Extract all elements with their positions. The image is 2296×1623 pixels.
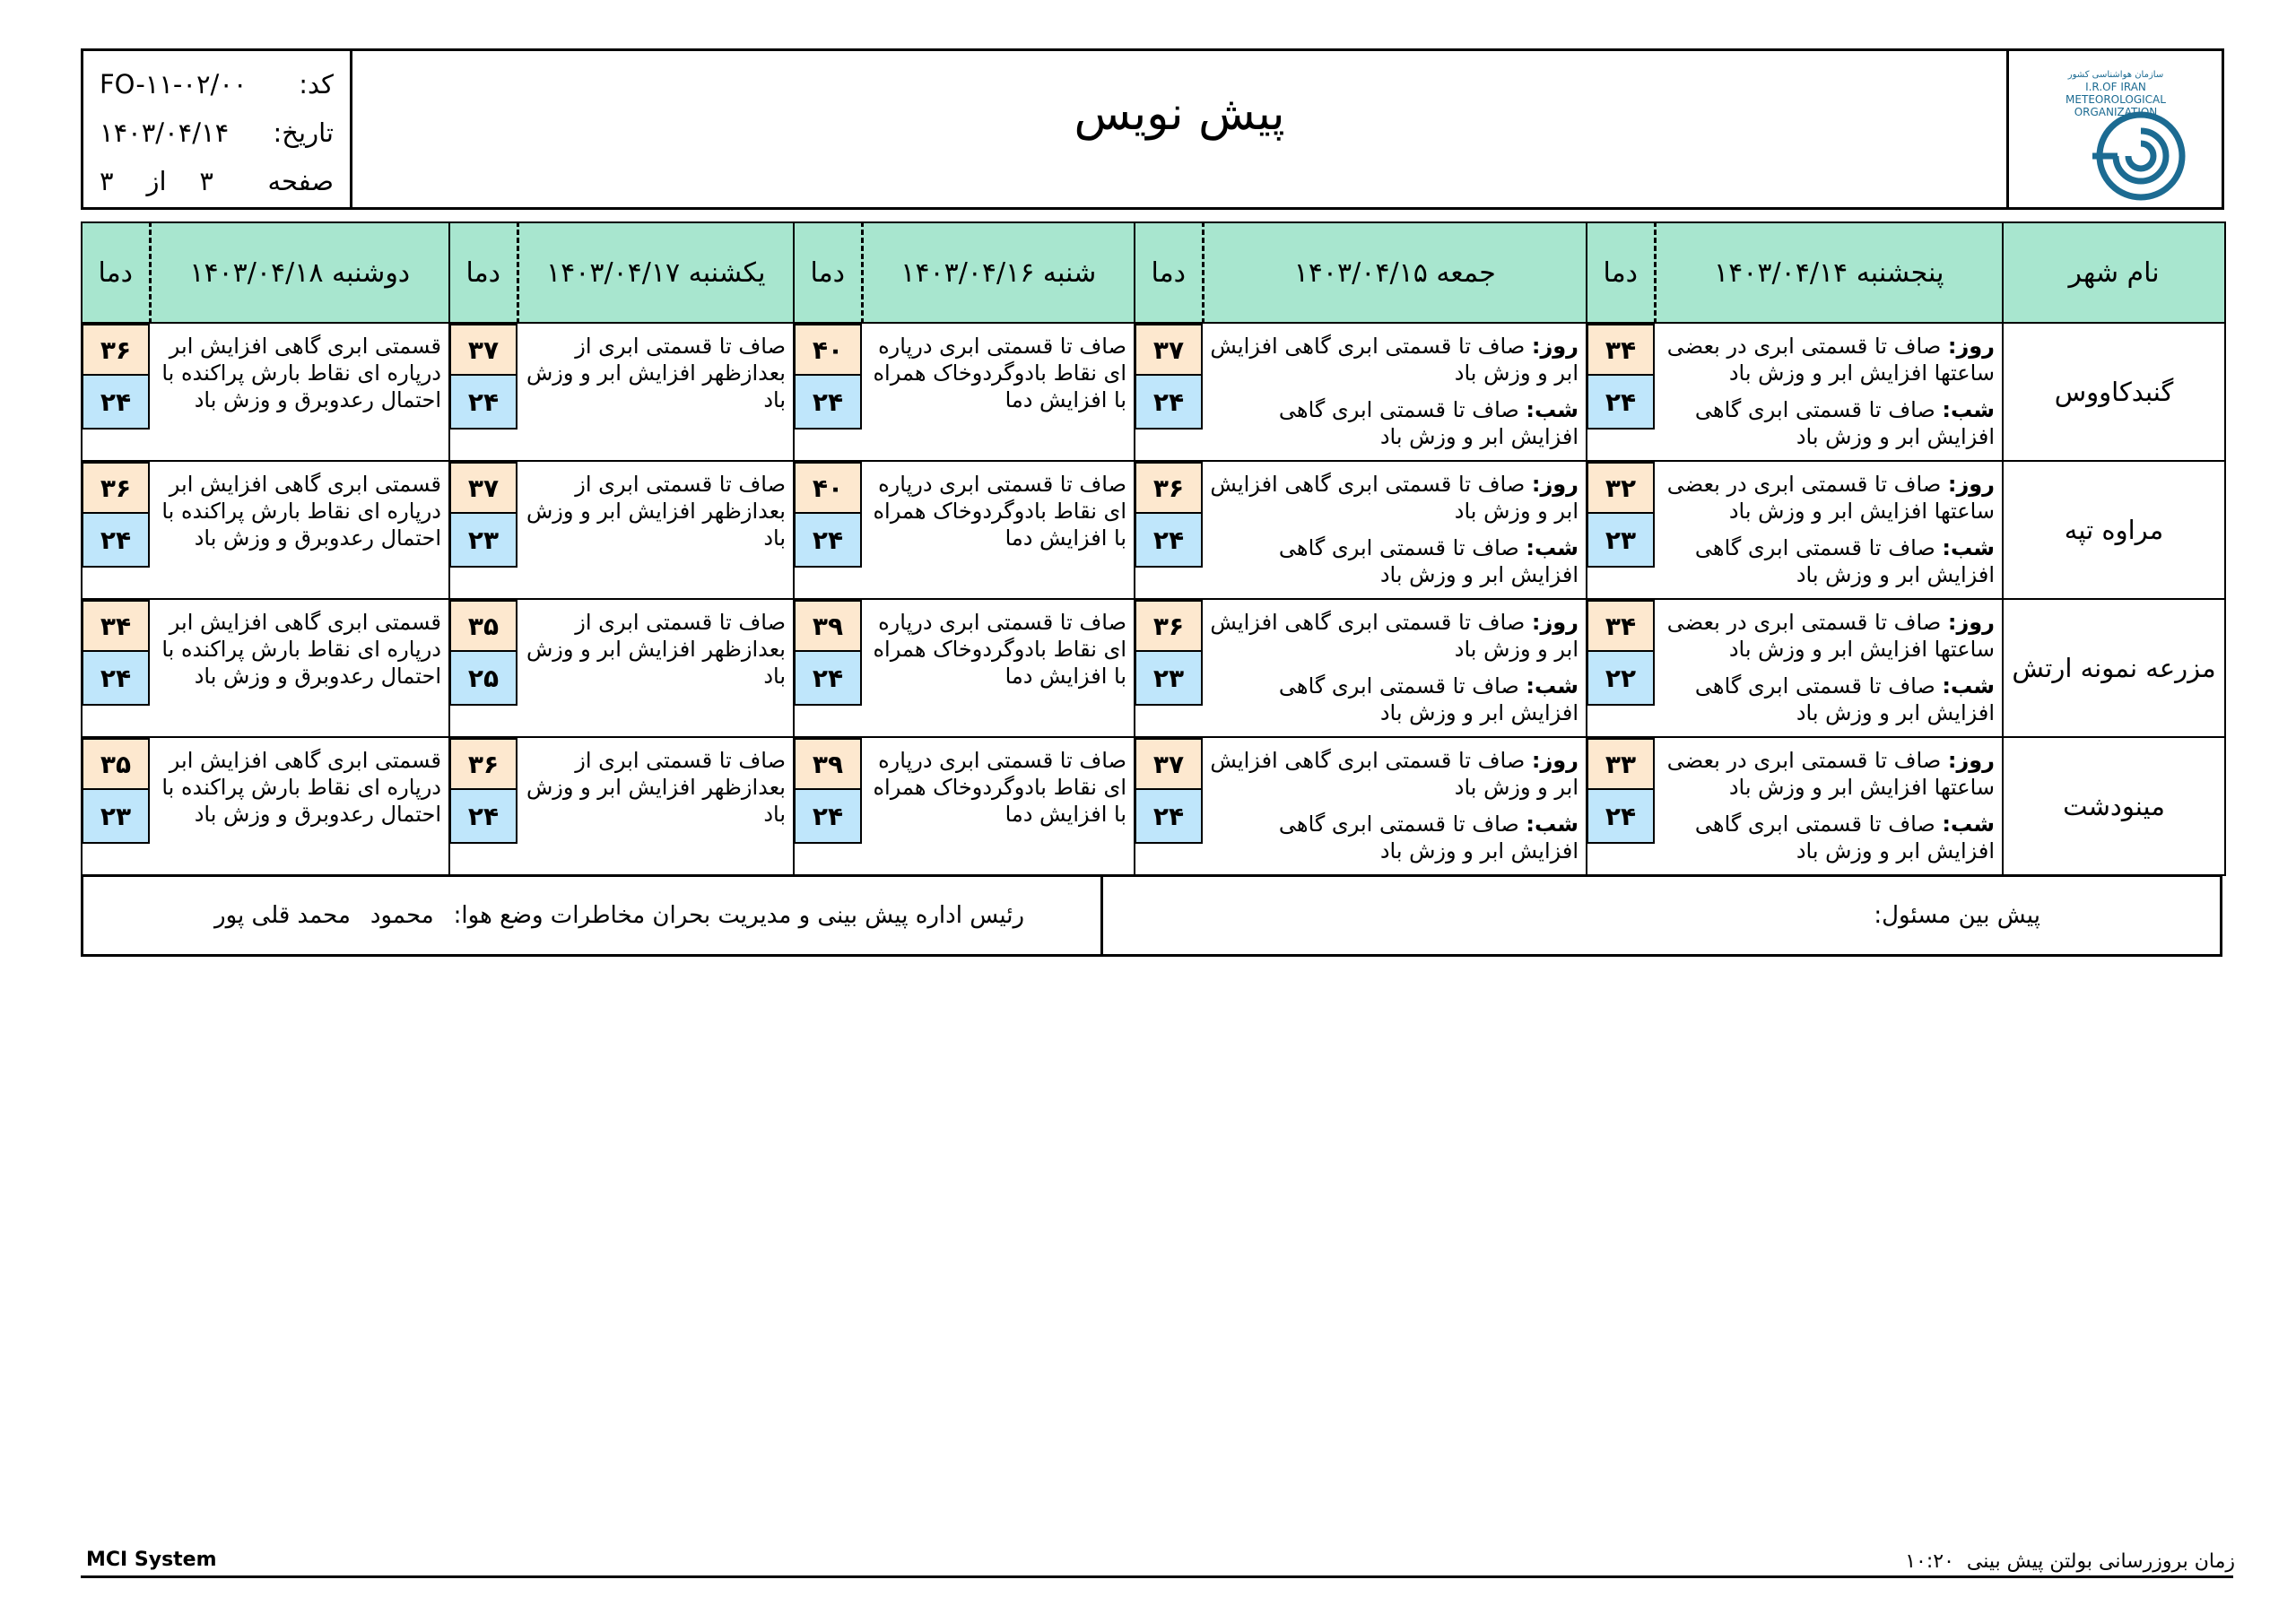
forecast-text: صاف تا قسمتی ابری از بعدازظهر افزایش ابر و وزش باد [517, 323, 794, 461]
system-name: MCI System [86, 1549, 217, 1571]
max-temp: ۳۹ [794, 738, 862, 790]
min-temp: ۲۴ [794, 652, 862, 706]
temp-cell [1135, 737, 1203, 875]
temp-column-header: دما [449, 222, 517, 323]
city-column-header: نام شهر [2003, 222, 2225, 323]
document-meta [83, 51, 352, 207]
temp-column-header: دما [1135, 222, 1203, 323]
temp-column-header: دما [794, 222, 862, 323]
responsible-box [81, 874, 2222, 957]
page-title [352, 51, 2006, 207]
meteorological-organization-logo [2006, 51, 2222, 207]
temp-cell [1587, 461, 1655, 599]
day-label: روز: [1531, 610, 1578, 635]
forecast-text: قسمتی ابری گاهی افزایش ابر درپاره ای نقاط بارش پراکنده با احتمال رعدوبرق و وزش باد [150, 737, 449, 875]
day-forecast-text: صاف تا قسمتی ابری گاهی افزایش ابر و وزش باد [1210, 748, 1578, 800]
temp-column-header: دما [82, 222, 150, 323]
max-temp: ۴۰ [794, 324, 862, 376]
day-label: روز: [1947, 472, 1995, 497]
night-forecast [1660, 673, 1995, 726]
table-row [82, 323, 2225, 461]
city-name: گنبدکاووس [2003, 323, 2225, 461]
min-temp: ۲۴ [449, 790, 517, 844]
city-name: مزرعه نمونه ارتش [2003, 599, 2225, 737]
min-temp: ۲۲ [1587, 652, 1655, 706]
logo-icon [2026, 57, 2205, 201]
min-temp: ۲۴ [82, 514, 150, 568]
table-row [82, 461, 2225, 599]
day-label: روز: [1531, 472, 1578, 497]
max-temp: ۳۶ [449, 738, 517, 790]
day-column-header: جمعه ۱۴۰۳/۰۴/۱۵ [1203, 222, 1587, 323]
temp-cell [794, 737, 862, 875]
date-row [100, 108, 334, 157]
min-temp: ۲۳ [82, 790, 150, 844]
date-value: ۱۴۰۳/۰۴/۱۴ [100, 117, 230, 148]
temp-cell [449, 461, 517, 599]
head-label: رئیس اداره پیش بینی و مدیریت بحران مخاطرات وضع هوا: [453, 902, 1024, 929]
temp-cell [1135, 461, 1203, 599]
page-title-text: پیش نویس [1074, 87, 1285, 141]
temp-cell [82, 737, 150, 875]
temp-cell [1587, 323, 1655, 461]
min-temp: ۲۴ [794, 790, 862, 844]
forecast-text: صاف تا قسمتی ابری درپاره ای نقاط بادوگردوخاک همراه با افزایش دما [862, 461, 1135, 599]
day-forecast-text: صاف تا قسمتی ابری در بعضی ساعتها افزایش ابر و وزش باد [1666, 334, 1995, 386]
min-temp: ۲۳ [449, 514, 517, 568]
min-temp: ۲۴ [449, 376, 517, 430]
min-temp: ۲۴ [1135, 376, 1203, 430]
table-header-row [82, 222, 2225, 323]
logo-text-fa: سازمان هواشناسی کشور [2067, 70, 2163, 80]
night-forecast-text: صاف تا قسمتی ابری گاهی افزایش ابر و وزش باد [1278, 535, 1578, 587]
day-forecast-text: صاف تا قسمتی ابری گاهی افزایش ابر و وزش باد [1210, 334, 1578, 386]
max-temp: ۳۴ [1587, 324, 1655, 376]
min-temp: ۲۴ [1587, 376, 1655, 430]
forecast-text: صاف تا قسمتی ابری درپاره ای نقاط بادوگردوخاک همراه با افزایش دما [862, 323, 1135, 461]
max-temp: ۳۵ [82, 738, 150, 790]
forecast-text: قسمتی ابری گاهی افزایش ابر درپاره ای نقاط بارش پراکنده با احتمال رعدوبرق و وزش باد [150, 599, 449, 737]
day-forecast-text: صاف تا قسمتی ابری گاهی افزایش ابر و وزش باد [1210, 472, 1578, 524]
night-forecast [1208, 534, 1578, 588]
night-forecast [1660, 396, 1995, 450]
date-label: تاریخ: [273, 117, 334, 148]
min-temp: ۲۴ [82, 376, 150, 430]
page-sep: از [146, 166, 167, 196]
min-temp: ۲۳ [1587, 514, 1655, 568]
max-temp: ۳۲ [1587, 462, 1655, 514]
night-label: شب: [1526, 673, 1578, 699]
max-temp: ۳۴ [82, 600, 150, 652]
night-label: شب: [1526, 812, 1578, 837]
day-forecast-text: صاف تا قسمتی ابری در بعضی ساعتها افزایش ابر و وزش باد [1666, 748, 1995, 800]
forecast-text: صاف تا قسمتی ابری از بعدازظهر افزایش ابر و وزش باد [517, 461, 794, 599]
day-column-header: شنبه ۱۴۰۳/۰۴/۱۶ [862, 222, 1135, 323]
head-first-name: محمود [370, 902, 434, 929]
night-forecast [1660, 534, 1995, 588]
forecast-cell [1203, 737, 1587, 875]
max-temp: ۳۷ [449, 324, 517, 376]
temp-cell [82, 461, 150, 599]
temp-cell [449, 599, 517, 737]
min-temp: ۲۵ [449, 652, 517, 706]
forecast-text: صاف تا قسمتی ابری درپاره ای نقاط بادوگردوخاک همراه با افزایش دما [862, 599, 1135, 737]
night-forecast-text: صاف تا قسمتی ابری گاهی افزایش ابر و وزش باد [1278, 673, 1578, 725]
logo-text-en-1: I.R.OF IRAN [2084, 81, 2146, 93]
forecast-text: صاف تا قسمتی ابری از بعدازظهر افزایش ابر و وزش باد [517, 737, 794, 875]
day-column-header: یکشنبه ۱۴۰۳/۰۴/۱۷ [517, 222, 794, 323]
day-forecast [1208, 747, 1578, 801]
day-forecast [1208, 333, 1578, 386]
day-forecast [1208, 471, 1578, 525]
forecast-cell [1655, 461, 2003, 599]
temp-cell [449, 737, 517, 875]
table-row [82, 737, 2225, 875]
min-temp: ۲۴ [794, 376, 862, 430]
forecast-text: قسمتی ابری گاهی افزایش ابر درپاره ای نقاط بارش پراکنده با احتمال رعدوبرق و وزش باد [150, 323, 449, 461]
forecast-cell [1655, 737, 2003, 875]
day-label: روز: [1531, 748, 1578, 773]
night-label: شب: [1942, 812, 1995, 837]
temp-cell [1587, 599, 1655, 737]
day-forecast-text: صاف تا قسمتی ابری در بعضی ساعتها افزایش ابر و وزش باد [1666, 610, 1995, 662]
day-column-header: دوشنبه ۱۴۰۳/۰۴/۱۸ [150, 222, 449, 323]
day-label: روز: [1531, 334, 1578, 359]
day-forecast [1660, 747, 1995, 801]
temp-cell [82, 599, 150, 737]
update-time-value: ۱۰:۲۰ [1905, 1550, 1954, 1573]
temp-cell [794, 323, 862, 461]
forecast-text: صاف تا قسمتی ابری از بعدازظهر افزایش ابر و وزش باد [517, 599, 794, 737]
footer-divider [81, 1575, 2233, 1578]
night-forecast-text: صاف تا قسمتی ابری گاهی افزایش ابر و وزش باد [1694, 535, 1995, 587]
forecast-text: صاف تا قسمتی ابری درپاره ای نقاط بادوگردوخاک همراه با افزایش دما [862, 737, 1135, 875]
night-forecast [1208, 673, 1578, 726]
night-label: شب: [1526, 397, 1578, 422]
forecast-cell [1203, 599, 1587, 737]
table-row [82, 599, 2225, 737]
temp-cell [82, 323, 150, 461]
night-forecast [1208, 396, 1578, 450]
max-temp: ۳۹ [794, 600, 862, 652]
page-row [100, 157, 334, 205]
night-forecast-text: صاف تا قسمتی ابری گاهی افزایش ابر و وزش باد [1694, 673, 1995, 725]
forecast-cell [1655, 323, 2003, 461]
city-name: مراوه تپه [2003, 461, 2225, 599]
max-temp: ۳۷ [1135, 324, 1203, 376]
head-last-name: محمد قلی پور [214, 902, 351, 929]
max-temp: ۳۴ [1587, 600, 1655, 652]
temp-cell [794, 461, 862, 599]
night-label: شب: [1526, 535, 1578, 560]
update-time [1905, 1550, 2235, 1573]
day-forecast [1660, 333, 1995, 386]
temp-cell [449, 323, 517, 461]
temp-column-header: دما [1587, 222, 1655, 323]
day-forecast [1660, 471, 1995, 525]
head-cell [83, 877, 1100, 954]
day-forecast-text: صاف تا قسمتی ابری گاهی افزایش ابر و وزش باد [1210, 610, 1578, 662]
night-forecast-text: صاف تا قسمتی ابری گاهی افزایش ابر و وزش باد [1278, 812, 1578, 864]
max-temp: ۳۷ [449, 462, 517, 514]
night-forecast [1660, 811, 1995, 864]
day-forecast [1660, 609, 1995, 663]
code-value: FO-۱۱-۰۲/۰۰ [100, 69, 248, 100]
night-forecast-text: صاف تا قسمتی ابری گاهی افزایش ابر و وزش باد [1278, 397, 1578, 449]
page-total: ۳ [100, 166, 114, 196]
page-label: صفحه [267, 166, 334, 196]
min-temp: ۲۴ [794, 514, 862, 568]
max-temp: ۳۳ [1587, 738, 1655, 790]
page-value [100, 166, 260, 196]
forecast-table [81, 221, 2226, 876]
forecaster-cell [1100, 877, 2220, 954]
day-column-header: پنجشنبه ۱۴۰۳/۰۴/۱۴ [1655, 222, 2003, 323]
update-time-label: زمان بروزرسانی بولتن پیش بینی [1966, 1550, 2235, 1573]
night-label: شب: [1942, 535, 1995, 560]
min-temp: ۲۴ [1135, 790, 1203, 844]
max-temp: ۳۶ [1135, 462, 1203, 514]
max-temp: ۳۶ [82, 462, 150, 514]
temp-cell [794, 599, 862, 737]
temp-cell [1587, 737, 1655, 875]
forecast-cell [1655, 599, 2003, 737]
document-header [81, 48, 2224, 210]
day-label: روز: [1947, 748, 1995, 773]
day-label: روز: [1947, 334, 1995, 359]
max-temp: ۳۶ [82, 324, 150, 376]
code-row [100, 60, 334, 108]
max-temp: ۳۵ [449, 600, 517, 652]
min-temp: ۲۴ [82, 652, 150, 706]
day-forecast [1208, 609, 1578, 663]
forecast-text: قسمتی ابری گاهی افزایش ابر درپاره ای نقاط بارش پراکنده با احتمال رعدوبرق و وزش باد [150, 461, 449, 599]
night-label: شب: [1942, 397, 1995, 422]
forecast-cell [1203, 323, 1587, 461]
logo-text-en-3: ORGANIZATION [2074, 106, 2157, 118]
day-label: روز: [1947, 610, 1995, 635]
night-label: شب: [1942, 673, 1995, 699]
logo-text-en-2: METEOROLOGICAL [2065, 93, 2166, 106]
min-temp: ۲۳ [1135, 652, 1203, 706]
forecast-cell [1203, 461, 1587, 599]
temp-cell [1135, 599, 1203, 737]
min-temp: ۲۴ [1587, 790, 1655, 844]
night-forecast-text: صاف تا قسمتی ابری گاهی افزایش ابر و وزش باد [1694, 397, 1995, 449]
max-temp: ۳۷ [1135, 738, 1203, 790]
forecaster-label: پیش بین مسئول: [1874, 902, 2040, 929]
temp-cell [1135, 323, 1203, 461]
night-forecast [1208, 811, 1578, 864]
page-current: ۳ [199, 166, 213, 196]
night-forecast-text: صاف تا قسمتی ابری گاهی افزایش ابر و وزش باد [1694, 812, 1995, 864]
max-temp: ۳۶ [1135, 600, 1203, 652]
min-temp: ۲۴ [1135, 514, 1203, 568]
city-name: مینودشت [2003, 737, 2225, 875]
code-label: کد: [299, 69, 334, 100]
day-forecast-text: صاف تا قسمتی ابری در بعضی ساعتها افزایش ابر و وزش باد [1666, 472, 1995, 524]
max-temp: ۴۰ [794, 462, 862, 514]
